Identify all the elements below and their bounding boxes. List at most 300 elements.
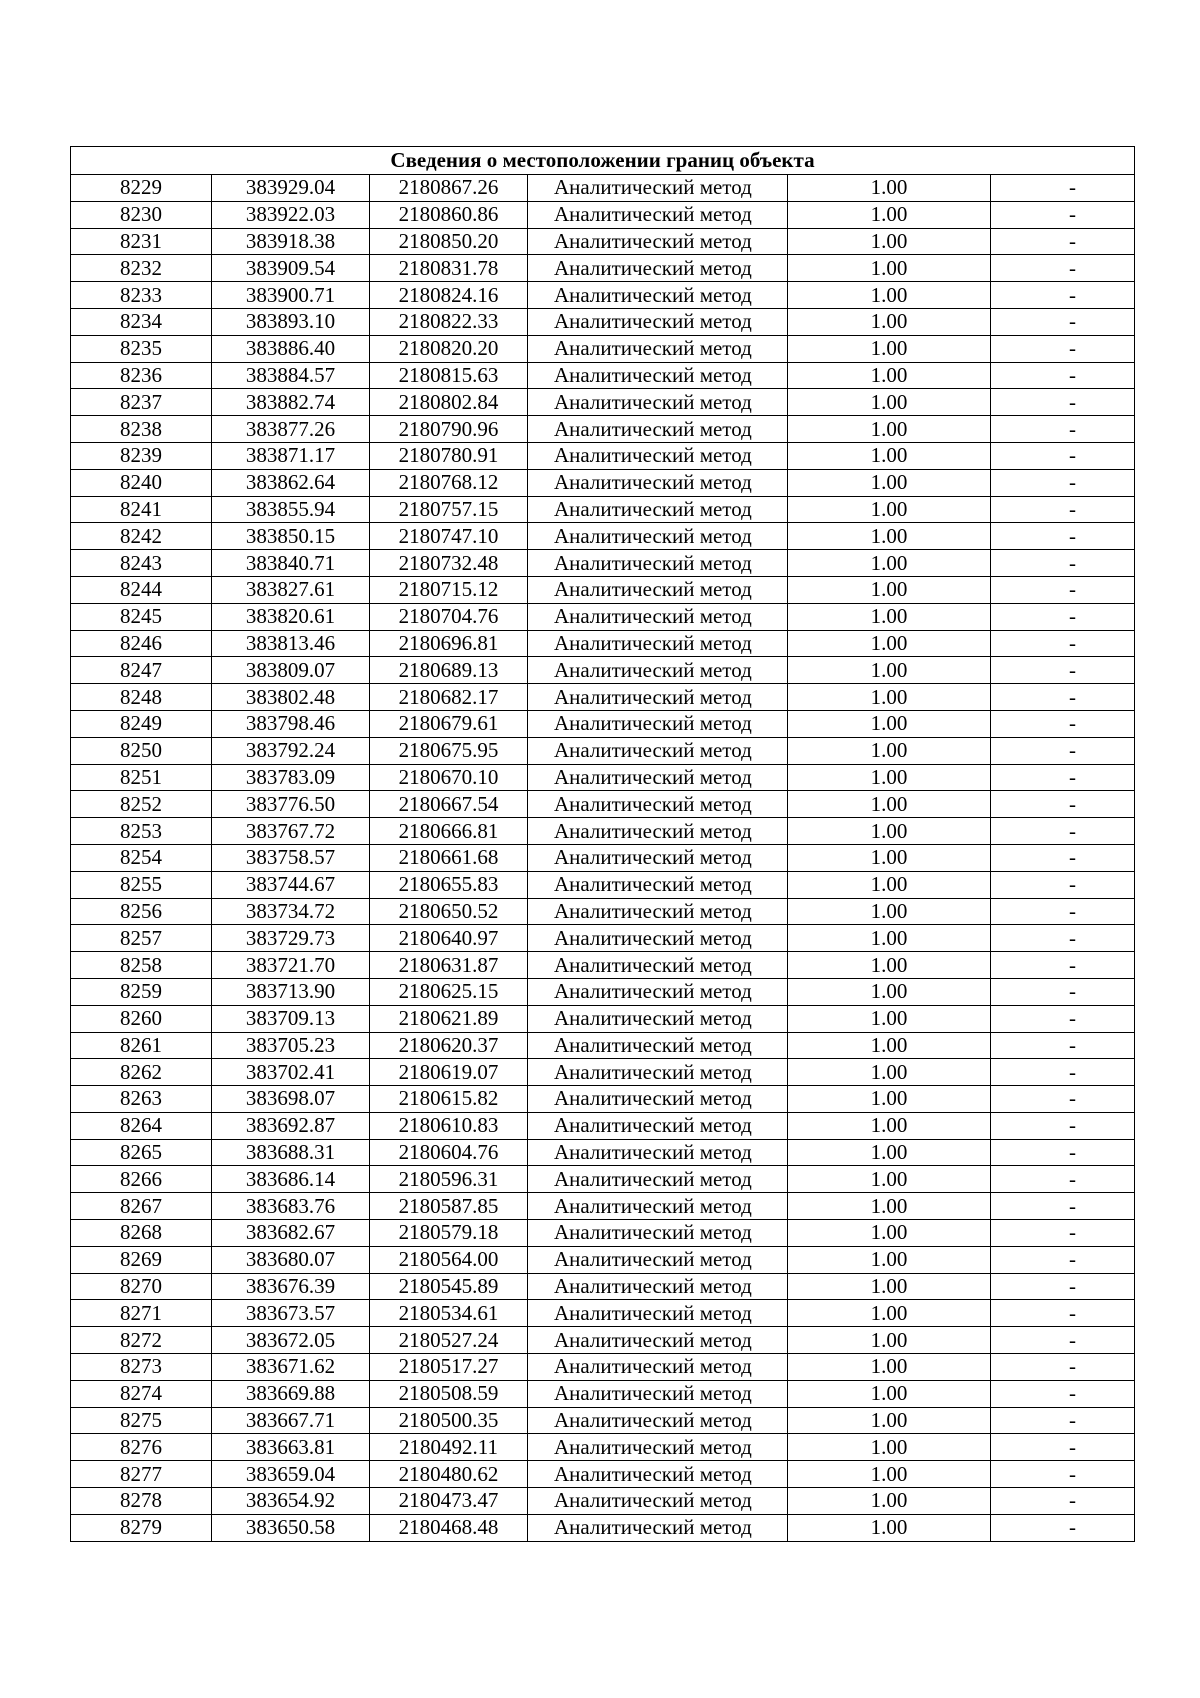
x-coordinate-cell: 383922.03	[212, 201, 370, 228]
x-coordinate-cell: 383659.04	[212, 1461, 370, 1488]
precision-cell: 1.00	[788, 844, 991, 871]
table-row	[71, 1193, 1135, 1220]
description-cell: -	[991, 1139, 1135, 1166]
x-coordinate-cell: 383729.73	[212, 925, 370, 952]
description-cell: -	[991, 925, 1135, 952]
description-cell: -	[991, 1220, 1135, 1247]
precision-cell: 1.00	[788, 255, 991, 282]
table-row	[71, 523, 1135, 550]
method-cell: Аналитический метод	[528, 175, 788, 202]
description-cell: -	[991, 416, 1135, 443]
precision-cell: 1.00	[788, 1086, 991, 1113]
method-cell: Аналитический метод	[528, 630, 788, 657]
y-coordinate-cell: 2180679.61	[370, 710, 528, 737]
precision-cell: 1.00	[788, 362, 991, 389]
point-number-cell: 8279	[71, 1514, 212, 1541]
description-cell: -	[991, 1327, 1135, 1354]
y-coordinate-cell: 2180689.13	[370, 657, 528, 684]
y-coordinate-cell: 2180527.24	[370, 1327, 528, 1354]
point-number-cell: 8273	[71, 1354, 212, 1381]
description-cell: -	[991, 952, 1135, 979]
description-cell: -	[991, 1488, 1135, 1515]
table-caption-row	[71, 147, 1135, 175]
y-coordinate-cell: 2180517.27	[370, 1354, 528, 1381]
precision-cell: 1.00	[788, 1407, 991, 1434]
description-cell: -	[991, 737, 1135, 764]
x-coordinate-cell: 383663.81	[212, 1434, 370, 1461]
method-cell: Аналитический метод	[528, 550, 788, 577]
method-cell: Аналитический метод	[528, 1354, 788, 1381]
description-cell: -	[991, 1059, 1135, 1086]
x-coordinate-cell: 383862.64	[212, 469, 370, 496]
y-coordinate-cell: 2180824.16	[370, 282, 528, 309]
y-coordinate-cell: 2180500.35	[370, 1407, 528, 1434]
description-cell: -	[991, 818, 1135, 845]
method-cell: Аналитический метод	[528, 898, 788, 925]
y-coordinate-cell: 2180468.48	[370, 1514, 528, 1541]
y-coordinate-cell: 2180596.31	[370, 1166, 528, 1193]
point-number-cell: 8229	[71, 175, 212, 202]
table-row	[71, 308, 1135, 335]
method-cell: Аналитический метод	[528, 335, 788, 362]
description-cell: -	[991, 791, 1135, 818]
point-number-cell: 8253	[71, 818, 212, 845]
method-cell: Аналитический метод	[528, 255, 788, 282]
x-coordinate-cell: 383813.46	[212, 630, 370, 657]
precision-cell: 1.00	[788, 791, 991, 818]
y-coordinate-cell: 2180655.83	[370, 871, 528, 898]
method-cell: Аналитический метод	[528, 389, 788, 416]
method-cell: Аналитический метод	[528, 978, 788, 1005]
y-coordinate-cell: 2180545.89	[370, 1273, 528, 1300]
precision-cell: 1.00	[788, 925, 991, 952]
x-coordinate-cell: 383893.10	[212, 308, 370, 335]
description-cell: -	[991, 657, 1135, 684]
method-cell: Аналитический метод	[528, 764, 788, 791]
description-cell: -	[991, 1086, 1135, 1113]
point-number-cell: 8275	[71, 1407, 212, 1434]
method-cell: Аналитический метод	[528, 844, 788, 871]
precision-cell: 1.00	[788, 416, 991, 443]
method-cell: Аналитический метод	[528, 416, 788, 443]
method-cell: Аналитический метод	[528, 1488, 788, 1515]
point-number-cell: 8262	[71, 1059, 212, 1086]
point-number-cell: 8276	[71, 1434, 212, 1461]
y-coordinate-cell: 2180704.76	[370, 603, 528, 630]
method-cell: Аналитический метод	[528, 442, 788, 469]
point-number-cell: 8233	[71, 282, 212, 309]
x-coordinate-cell: 383767.72	[212, 818, 370, 845]
description-cell: -	[991, 1273, 1135, 1300]
point-number-cell: 8247	[71, 657, 212, 684]
description-cell: -	[991, 898, 1135, 925]
table-row	[71, 737, 1135, 764]
precision-cell: 1.00	[788, 442, 991, 469]
y-coordinate-cell: 2180631.87	[370, 952, 528, 979]
table-row	[71, 469, 1135, 496]
point-number-cell: 8255	[71, 871, 212, 898]
point-number-cell: 8267	[71, 1193, 212, 1220]
y-coordinate-cell: 2180473.47	[370, 1488, 528, 1515]
precision-cell: 1.00	[788, 1246, 991, 1273]
y-coordinate-cell: 2180747.10	[370, 523, 528, 550]
x-coordinate-cell: 383776.50	[212, 791, 370, 818]
point-number-cell: 8249	[71, 710, 212, 737]
method-cell: Аналитический метод	[528, 576, 788, 603]
y-coordinate-cell: 2180579.18	[370, 1220, 528, 1247]
description-cell: -	[991, 255, 1135, 282]
y-coordinate-cell: 2180587.85	[370, 1193, 528, 1220]
point-number-cell: 8269	[71, 1246, 212, 1273]
table-row	[71, 1005, 1135, 1032]
precision-cell: 1.00	[788, 1461, 991, 1488]
method-cell: Аналитический метод	[528, 1434, 788, 1461]
point-number-cell: 8242	[71, 523, 212, 550]
method-cell: Аналитический метод	[528, 1059, 788, 1086]
table-row	[71, 657, 1135, 684]
description-cell: -	[991, 308, 1135, 335]
boundary-coordinates-table	[70, 146, 1135, 1542]
x-coordinate-cell: 383792.24	[212, 737, 370, 764]
method-cell: Аналитический метод	[528, 791, 788, 818]
y-coordinate-cell: 2180757.15	[370, 496, 528, 523]
precision-cell: 1.00	[788, 335, 991, 362]
y-coordinate-cell: 2180621.89	[370, 1005, 528, 1032]
x-coordinate-cell: 383850.15	[212, 523, 370, 550]
precision-cell: 1.00	[788, 1032, 991, 1059]
method-cell: Аналитический метод	[528, 362, 788, 389]
description-cell: -	[991, 1246, 1135, 1273]
precision-cell: 1.00	[788, 1380, 991, 1407]
point-number-cell: 8246	[71, 630, 212, 657]
x-coordinate-cell: 383918.38	[212, 228, 370, 255]
description-cell: -	[991, 389, 1135, 416]
x-coordinate-cell: 383827.61	[212, 576, 370, 603]
description-cell: -	[991, 978, 1135, 1005]
table-row	[71, 898, 1135, 925]
point-number-cell: 8258	[71, 952, 212, 979]
point-number-cell: 8245	[71, 603, 212, 630]
y-coordinate-cell: 2180661.68	[370, 844, 528, 871]
point-number-cell: 8235	[71, 335, 212, 362]
x-coordinate-cell: 383758.57	[212, 844, 370, 871]
x-coordinate-cell: 383709.13	[212, 1005, 370, 1032]
method-cell: Аналитический метод	[528, 1300, 788, 1327]
point-number-cell: 8252	[71, 791, 212, 818]
description-cell: -	[991, 175, 1135, 202]
table-row	[71, 1032, 1135, 1059]
y-coordinate-cell: 2180850.20	[370, 228, 528, 255]
y-coordinate-cell: 2180564.00	[370, 1246, 528, 1273]
precision-cell: 1.00	[788, 1434, 991, 1461]
y-coordinate-cell: 2180831.78	[370, 255, 528, 282]
point-number-cell: 8266	[71, 1166, 212, 1193]
x-coordinate-cell: 383680.07	[212, 1246, 370, 1273]
y-coordinate-cell: 2180768.12	[370, 469, 528, 496]
table-row	[71, 710, 1135, 737]
precision-cell: 1.00	[788, 1273, 991, 1300]
precision-cell: 1.00	[788, 1139, 991, 1166]
point-number-cell: 8270	[71, 1273, 212, 1300]
table-row	[71, 228, 1135, 255]
method-cell: Аналитический метод	[528, 1112, 788, 1139]
precision-cell: 1.00	[788, 818, 991, 845]
method-cell: Аналитический метод	[528, 469, 788, 496]
x-coordinate-cell: 383820.61	[212, 603, 370, 630]
x-coordinate-cell: 383840.71	[212, 550, 370, 577]
method-cell: Аналитический метод	[528, 523, 788, 550]
x-coordinate-cell: 383798.46	[212, 710, 370, 737]
table-row	[71, 1300, 1135, 1327]
table-row	[71, 442, 1135, 469]
description-cell: -	[991, 1354, 1135, 1381]
point-number-cell: 8239	[71, 442, 212, 469]
method-cell: Аналитический метод	[528, 952, 788, 979]
description-cell: -	[991, 1112, 1135, 1139]
x-coordinate-cell: 383676.39	[212, 1273, 370, 1300]
precision-cell: 1.00	[788, 1327, 991, 1354]
description-cell: -	[991, 1193, 1135, 1220]
table-row	[71, 175, 1135, 202]
table-row	[71, 1139, 1135, 1166]
table-row	[71, 1354, 1135, 1381]
table-row	[71, 764, 1135, 791]
table-row	[71, 576, 1135, 603]
y-coordinate-cell: 2180640.97	[370, 925, 528, 952]
method-cell: Аналитический метод	[528, 1086, 788, 1113]
x-coordinate-cell: 383783.09	[212, 764, 370, 791]
y-coordinate-cell: 2180508.59	[370, 1380, 528, 1407]
description-cell: -	[991, 871, 1135, 898]
point-number-cell: 8259	[71, 978, 212, 1005]
point-number-cell: 8257	[71, 925, 212, 952]
table-row	[71, 389, 1135, 416]
table-row	[71, 362, 1135, 389]
description-cell: -	[991, 710, 1135, 737]
x-coordinate-cell: 383886.40	[212, 335, 370, 362]
precision-cell: 1.00	[788, 898, 991, 925]
x-coordinate-cell: 383713.90	[212, 978, 370, 1005]
point-number-cell: 8240	[71, 469, 212, 496]
description-cell: -	[991, 362, 1135, 389]
table-row	[71, 871, 1135, 898]
point-number-cell: 8251	[71, 764, 212, 791]
method-cell: Аналитический метод	[528, 737, 788, 764]
precision-cell: 1.00	[788, 603, 991, 630]
point-number-cell: 8277	[71, 1461, 212, 1488]
method-cell: Аналитический метод	[528, 818, 788, 845]
method-cell: Аналитический метод	[528, 1193, 788, 1220]
method-cell: Аналитический метод	[528, 1407, 788, 1434]
y-coordinate-cell: 2180667.54	[370, 791, 528, 818]
description-cell: -	[991, 1434, 1135, 1461]
y-coordinate-cell: 2180867.26	[370, 175, 528, 202]
method-cell: Аналитический метод	[528, 1273, 788, 1300]
y-coordinate-cell: 2180780.91	[370, 442, 528, 469]
x-coordinate-cell: 383882.74	[212, 389, 370, 416]
method-cell: Аналитический метод	[528, 657, 788, 684]
description-cell: -	[991, 442, 1135, 469]
y-coordinate-cell: 2180534.61	[370, 1300, 528, 1327]
table-row	[71, 496, 1135, 523]
table-row	[71, 603, 1135, 630]
point-number-cell: 8248	[71, 684, 212, 711]
table-row	[71, 1380, 1135, 1407]
method-cell: Аналитический метод	[528, 603, 788, 630]
x-coordinate-cell: 383802.48	[212, 684, 370, 711]
y-coordinate-cell: 2180732.48	[370, 550, 528, 577]
description-cell: -	[991, 1407, 1135, 1434]
y-coordinate-cell: 2180820.20	[370, 335, 528, 362]
description-cell: -	[991, 684, 1135, 711]
precision-cell: 1.00	[788, 1300, 991, 1327]
description-cell: -	[991, 282, 1135, 309]
table-row	[71, 952, 1135, 979]
precision-cell: 1.00	[788, 871, 991, 898]
precision-cell: 1.00	[788, 952, 991, 979]
x-coordinate-cell: 383682.67	[212, 1220, 370, 1247]
point-number-cell: 8263	[71, 1086, 212, 1113]
x-coordinate-cell: 383692.87	[212, 1112, 370, 1139]
y-coordinate-cell: 2180480.62	[370, 1461, 528, 1488]
method-cell: Аналитический метод	[528, 228, 788, 255]
precision-cell: 1.00	[788, 1220, 991, 1247]
x-coordinate-cell: 383698.07	[212, 1086, 370, 1113]
method-cell: Аналитический метод	[528, 1005, 788, 1032]
table-row	[71, 684, 1135, 711]
point-number-cell: 8256	[71, 898, 212, 925]
table-row	[71, 978, 1135, 1005]
method-cell: Аналитический метод	[528, 282, 788, 309]
description-cell: -	[991, 1166, 1135, 1193]
description-cell: -	[991, 1300, 1135, 1327]
description-cell: -	[991, 576, 1135, 603]
x-coordinate-cell: 383809.07	[212, 657, 370, 684]
y-coordinate-cell: 2180610.83	[370, 1112, 528, 1139]
table-row	[71, 550, 1135, 577]
x-coordinate-cell: 383721.70	[212, 952, 370, 979]
point-number-cell: 8237	[71, 389, 212, 416]
precision-cell: 1.00	[788, 1166, 991, 1193]
point-number-cell: 8236	[71, 362, 212, 389]
description-cell: -	[991, 630, 1135, 657]
description-cell: -	[991, 603, 1135, 630]
precision-cell: 1.00	[788, 308, 991, 335]
x-coordinate-cell: 383654.92	[212, 1488, 370, 1515]
table-row	[71, 416, 1135, 443]
table-row	[71, 1166, 1135, 1193]
precision-cell: 1.00	[788, 523, 991, 550]
point-number-cell: 8260	[71, 1005, 212, 1032]
table-row	[71, 1488, 1135, 1515]
x-coordinate-cell: 383671.62	[212, 1354, 370, 1381]
x-coordinate-cell: 383909.54	[212, 255, 370, 282]
y-coordinate-cell: 2180815.63	[370, 362, 528, 389]
precision-cell: 1.00	[788, 228, 991, 255]
description-cell: -	[991, 469, 1135, 496]
method-cell: Аналитический метод	[528, 1220, 788, 1247]
table-caption: Сведения о местоположении границ объекта	[71, 147, 1135, 175]
x-coordinate-cell: 383705.23	[212, 1032, 370, 1059]
method-cell: Аналитический метод	[528, 308, 788, 335]
precision-cell: 1.00	[788, 710, 991, 737]
method-cell: Аналитический метод	[528, 1032, 788, 1059]
x-coordinate-cell: 383877.26	[212, 416, 370, 443]
table-row	[71, 201, 1135, 228]
table-row	[71, 1461, 1135, 1488]
point-number-cell: 8272	[71, 1327, 212, 1354]
precision-cell: 1.00	[788, 1005, 991, 1032]
precision-cell: 1.00	[788, 389, 991, 416]
precision-cell: 1.00	[788, 550, 991, 577]
description-cell: -	[991, 1461, 1135, 1488]
method-cell: Аналитический метод	[528, 925, 788, 952]
description-cell: -	[991, 1380, 1135, 1407]
method-cell: Аналитический метод	[528, 1461, 788, 1488]
y-coordinate-cell: 2180619.07	[370, 1059, 528, 1086]
table-row	[71, 1246, 1135, 1273]
x-coordinate-cell: 383734.72	[212, 898, 370, 925]
y-coordinate-cell: 2180625.15	[370, 978, 528, 1005]
y-coordinate-cell: 2180802.84	[370, 389, 528, 416]
precision-cell: 1.00	[788, 737, 991, 764]
x-coordinate-cell: 383871.17	[212, 442, 370, 469]
precision-cell: 1.00	[788, 1193, 991, 1220]
precision-cell: 1.00	[788, 282, 991, 309]
method-cell: Аналитический метод	[528, 684, 788, 711]
point-number-cell: 8268	[71, 1220, 212, 1247]
method-cell: Аналитический метод	[528, 496, 788, 523]
point-number-cell: 8265	[71, 1139, 212, 1166]
y-coordinate-cell: 2180715.12	[370, 576, 528, 603]
table-row	[71, 844, 1135, 871]
method-cell: Аналитический метод	[528, 1166, 788, 1193]
table-row	[71, 1273, 1135, 1300]
table-body	[71, 175, 1135, 1542]
table-row	[71, 1434, 1135, 1461]
point-number-cell: 8241	[71, 496, 212, 523]
point-number-cell: 8271	[71, 1300, 212, 1327]
precision-cell: 1.00	[788, 1488, 991, 1515]
table-row	[71, 282, 1135, 309]
x-coordinate-cell: 383929.04	[212, 175, 370, 202]
x-coordinate-cell: 383688.31	[212, 1139, 370, 1166]
point-number-cell: 8232	[71, 255, 212, 282]
table-row	[71, 1086, 1135, 1113]
x-coordinate-cell: 383667.71	[212, 1407, 370, 1434]
precision-cell: 1.00	[788, 657, 991, 684]
y-coordinate-cell: 2180615.82	[370, 1086, 528, 1113]
point-number-cell: 8244	[71, 576, 212, 603]
table-row	[71, 630, 1135, 657]
point-number-cell: 8250	[71, 737, 212, 764]
table-row	[71, 1514, 1135, 1541]
description-cell: -	[991, 1005, 1135, 1032]
y-coordinate-cell: 2180492.11	[370, 1434, 528, 1461]
precision-cell: 1.00	[788, 684, 991, 711]
point-number-cell: 8274	[71, 1380, 212, 1407]
table-row	[71, 1407, 1135, 1434]
x-coordinate-cell: 383683.76	[212, 1193, 370, 1220]
x-coordinate-cell: 383855.94	[212, 496, 370, 523]
point-number-cell: 8254	[71, 844, 212, 871]
precision-cell: 1.00	[788, 175, 991, 202]
precision-cell: 1.00	[788, 469, 991, 496]
y-coordinate-cell: 2180682.17	[370, 684, 528, 711]
description-cell: -	[991, 550, 1135, 577]
table-row	[71, 791, 1135, 818]
method-cell: Аналитический метод	[528, 1246, 788, 1273]
